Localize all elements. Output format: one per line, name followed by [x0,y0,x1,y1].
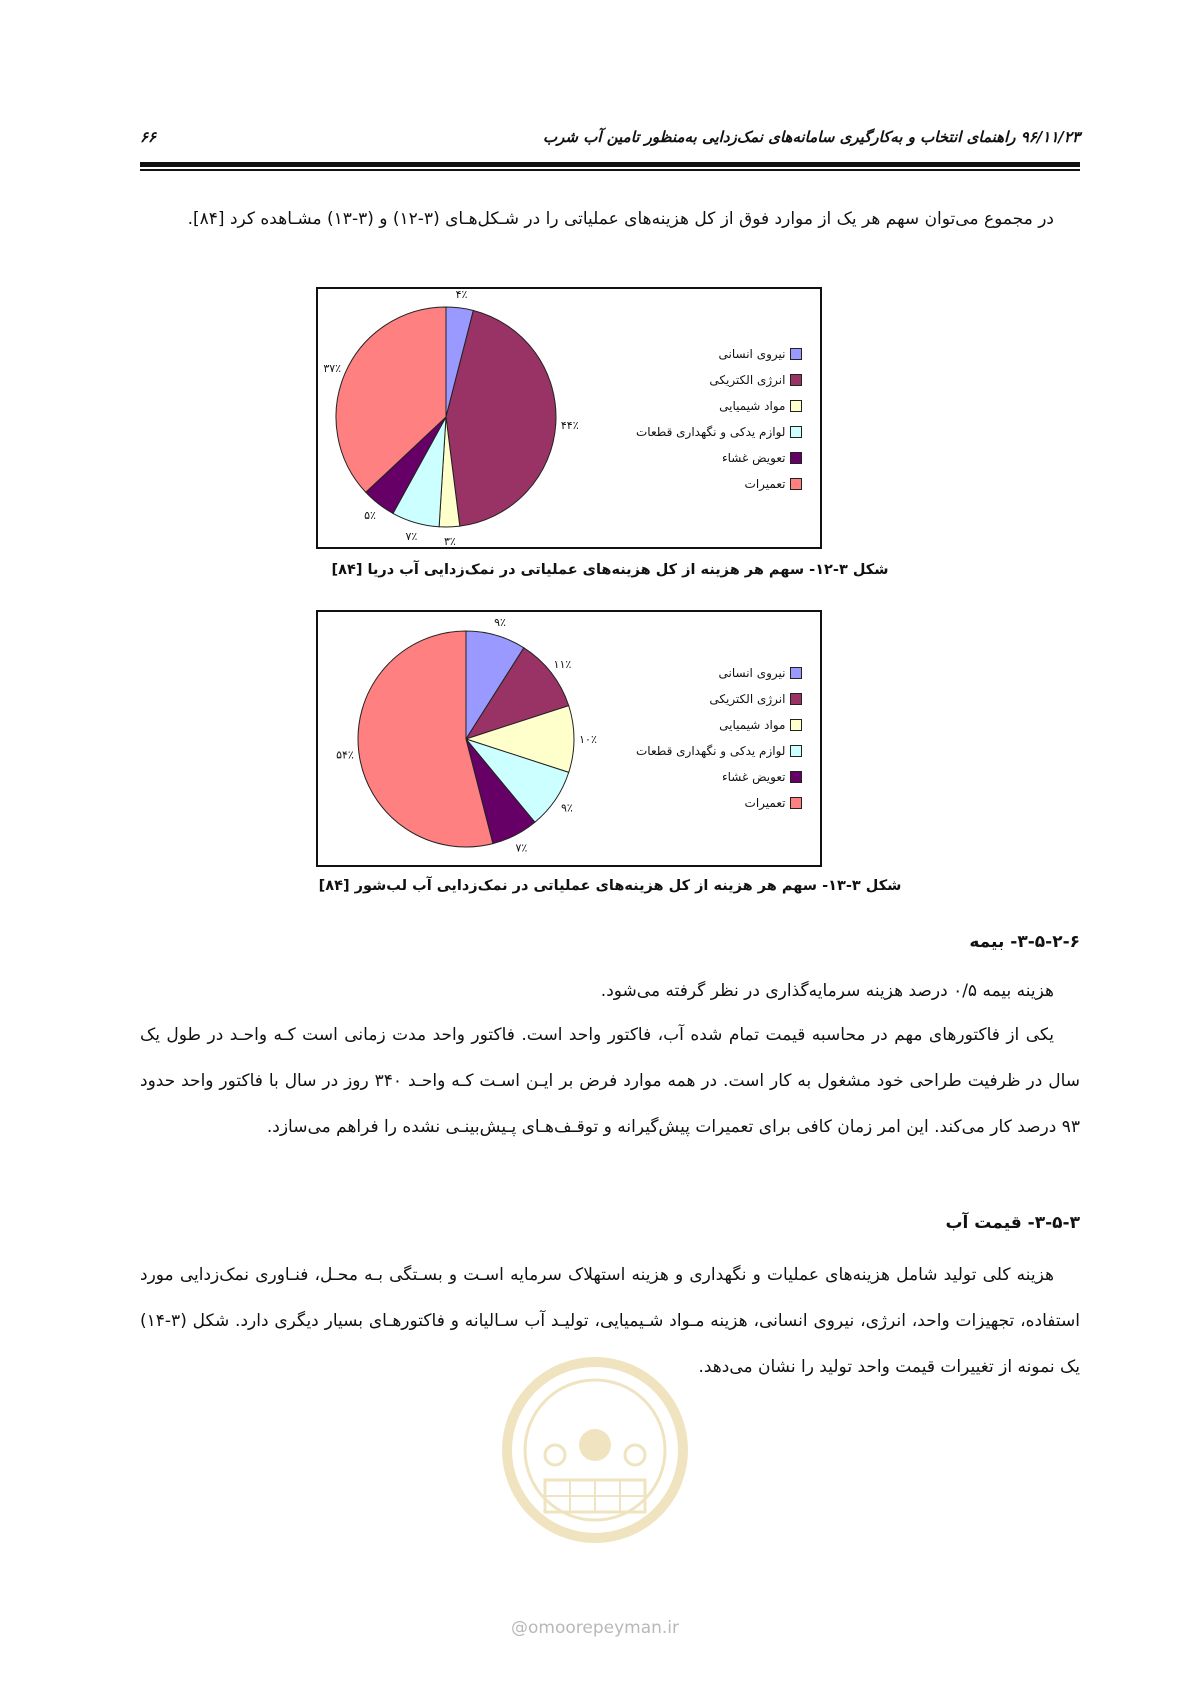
legend-label: تعمیرات [744,477,786,491]
legend-label: مواد شیمیایی [719,718,786,732]
legend-item [636,341,802,367]
pie-data-label: ۹٪ [560,801,573,815]
section-heading-insurance: ۳-۵-۲-۶- بیمه [969,932,1080,952]
figure-brackish-pie [316,610,822,867]
legend-item [636,686,802,712]
legend-item [636,367,802,393]
legend-swatch [790,400,802,412]
legend-label: تعویض غشاء [722,451,786,465]
pie-data-label: ۱۰٪ [579,733,597,746]
pie-data-label: ۴٪ [455,289,468,301]
header-rule-thin [140,169,1080,171]
legend-label: انرژی الکتریکی [709,373,786,387]
legend-swatch [790,693,802,705]
legend-swatch [790,374,802,386]
legend-label: تعویض غشاء [722,770,786,784]
legend-label: لوازم یدکی و نگهداری قطعات [636,744,786,758]
running-title: ۹۶/۱۱/۲۳ راهنمای انتخاب و به‌کارگیری سامانه‌های نمک‌زدایی به‌منظور تامین آب شرب [543,128,1080,146]
legend-item [636,712,802,738]
legend-label: نیروی انسانی [718,347,786,361]
page-header [140,124,1080,154]
legend-swatch [790,478,802,490]
legend-item [636,419,802,445]
pie-data-label: ۹٪ [494,615,506,629]
figure-caption-seawater: شکل ۳-۱۲- سهم هر هزینه از کل هزینه‌های عملیاتی در نمک‌زدایی آب دریا [۸۴] [331,562,889,578]
page-number: ۶۶ [140,128,157,146]
intro-paragraph: در مجموع می‌توان سهم هر یک از موارد فوق از کل هزینه‌های عملیاتی را در شـکل‌هـای (۳-۱۲) و (۳-۱۳) مشـاهده کرد [۸۴]. [187,209,1054,229]
pie-data-label: ۵٪ [364,508,376,522]
insurance-paragraph-2: یکی از فاکتورهای مهم در محاسبه قیمت تمام شده آب، فاکتور واحد است. فاکتور واحد مدت زمانی است کـه واحـد در طول یک سال در ظرفیت طراحی خود مشغول به کار است. در همه موارد فرض بر ایـن اسـت کـه واحـد ۳۴۰ روز در سال با فاکتور واحد حدود ۹۳ درصد کار می‌کند. این امر زمان کافی برای تعمیرات پیش‌گیرانه و توقـف‌هـای پـیش‌بینـی نشده را فراهم می‌سازد. [140,1025,1080,1137]
section-heading-water-price: ۳-۵-۳- قیمت آب [945,1213,1080,1233]
water-price-paragraph: هزینه کلی تولید شامل هزینه‌های عملیات و نگهداری و هزینه استهلاک سرمایه اسـت و بسـتگی بـه محـل، فنـاوری نمک‌زدایی مورد استفاده، تجهیزات واحد، انرژی، نیروی انسانی، هزینه مـواد شـیمیایی، تولیـد آب سـالیانه و فاکتورهـای بسیار دیگری دارد. شکل (۳-۱۴) یک نمونه از تغییرات قیمت واحد تولید را نشان می‌دهد. [140,1265,1080,1377]
pie-data-label: ۵۴٪ [336,748,354,762]
legend-seawater [636,341,802,497]
legend-swatch [790,745,802,757]
legend-swatch [790,348,802,360]
legend-swatch [790,719,802,731]
legend-swatch [790,771,802,783]
legend-label: لوازم یدکی و نگهداری قطعات [636,425,786,439]
header-rule-thick [140,162,1080,167]
pie-data-label: ۳۷٪ [323,361,342,375]
legend-label: انرژی الکتریکی [709,692,786,706]
legend-item [636,393,802,419]
legend-item [636,738,802,764]
legend-item [636,790,802,816]
legend-swatch [790,667,802,679]
pie-data-label: ۴۴٪ [560,418,579,432]
legend-swatch [790,426,802,438]
legend-item [636,445,802,471]
legend-item [636,660,802,686]
legend-label: مواد شیمیایی [719,399,786,413]
figure-caption-brackish: شکل ۳-۱۳- سهم هر هزینه از کل هزینه‌های عملیاتی در نمک‌زدایی آب لب‌شور [۸۴] [318,878,902,894]
watermark-url: @omoorepeyman.ir [510,1618,680,1638]
pie-data-label: ۷٪ [405,530,418,544]
legend-swatch [790,452,802,464]
legend-item [636,471,802,497]
legend-item [636,764,802,790]
pie-data-label: ۱۱٪ [553,658,572,672]
watermark-seal-logo [485,1350,705,1550]
legend-brackish [636,660,802,816]
pie-data-label: ۷٪ [515,841,528,855]
legend-label: نیروی انسانی [718,666,786,680]
insurance-paragraph-1: هزینه بیمه ۰/۵ درصد هزینه سرمایه‌گذاری در نظر گرفته می‌شود. [600,981,1054,1001]
figure-seawater-pie [316,287,822,549]
legend-swatch [790,797,802,809]
pie-data-label: ۳٪ [443,534,456,547]
legend-label: تعمیرات [744,796,786,810]
